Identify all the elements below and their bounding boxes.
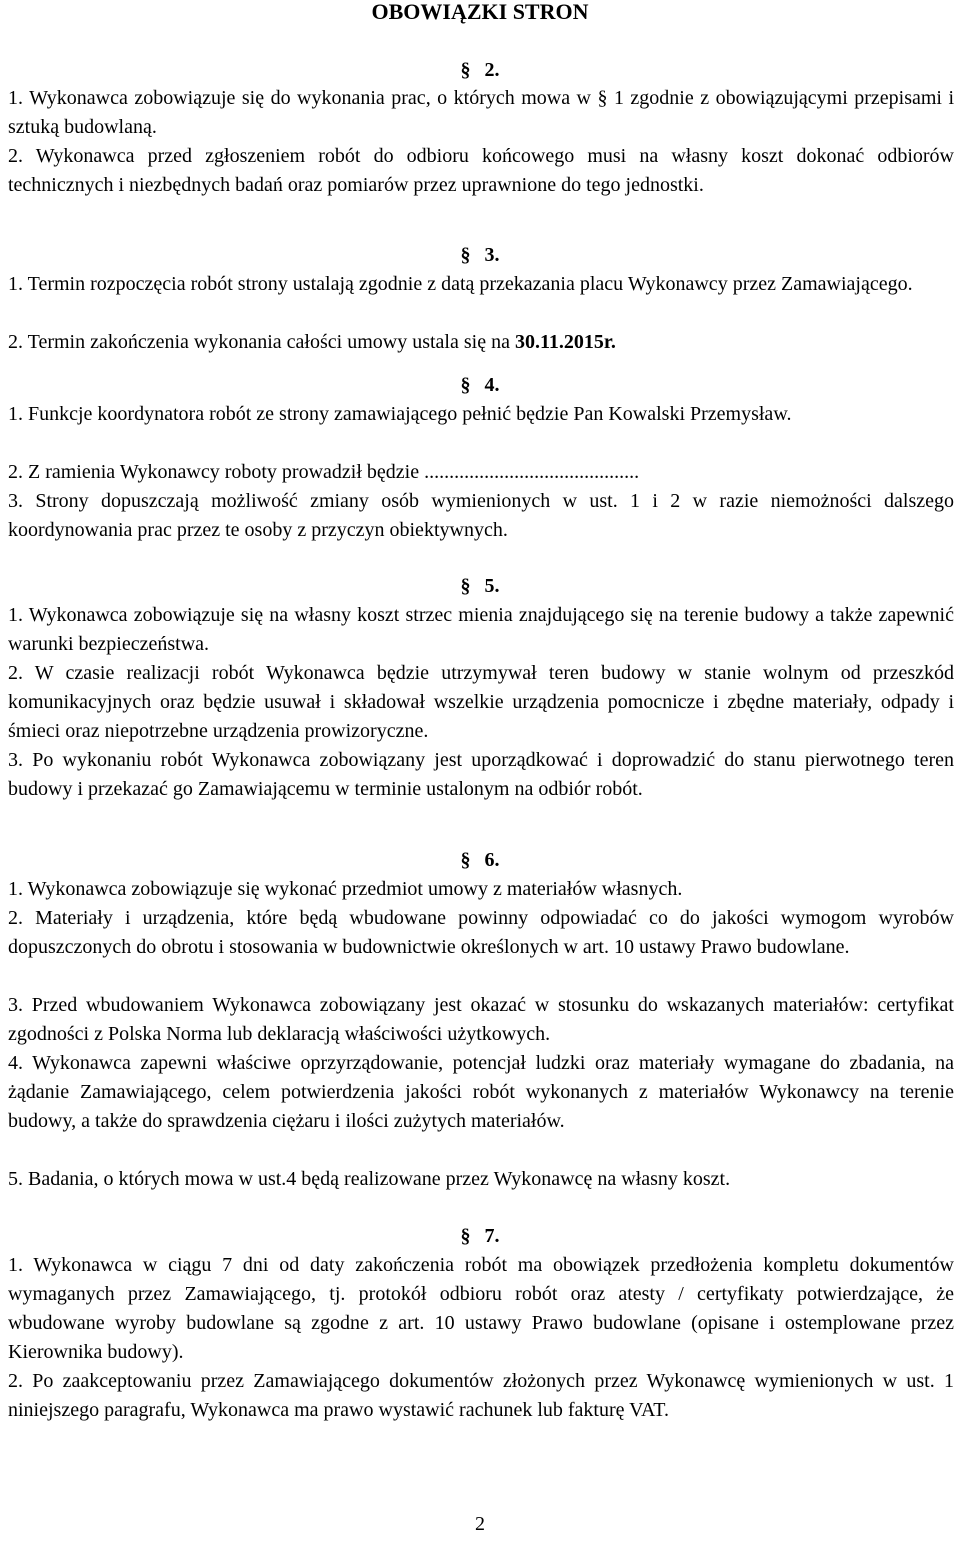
- deadline-text: 2. Termin zakończenia wykonania całości umowy ustala się na: [8, 331, 515, 353]
- paragraph: 2. W czasie realizacji robót Wykonawca będzie utrzymywał teren budowy w stanie wolnym od przeszkód komunikacyjnych oraz będzie usuwał i składował wszelkie urządzenia pomocnicze i zbędne materiały, odpady i śmieci oraz niepotrzebne urządzenia prowizoryczne.: [8, 662, 954, 742]
- section-header-5: [0, 572, 960, 601]
- paragraph: 5. Badania, o których mowa w ust.4 będą realizowane przez Wykonawcę na własny koszt.: [8, 1168, 731, 1190]
- section-sign: §: [460, 575, 471, 597]
- section-number: 3.: [484, 244, 500, 266]
- paragraph-deadline: [8, 328, 954, 357]
- paragraph: 3. Po wykonaniu robót Wykonawca zobowiązany jest uporządkować i doprowadzić do stanu pierwotnego teren budowy i przekazać go Zamawiającemu w terminie ustalonym na odbiór robót.: [8, 749, 954, 800]
- section-number: 6.: [484, 849, 500, 871]
- paragraph: 2. Materiały i urządzenia, które będą wbudowane powinny odpowiadać co do jakości wymogom wyrobów dopuszczonych do obrotu i stosowania w budownictwie określonych w art. 10 ustawy Prawo budowlane.: [8, 907, 954, 958]
- section-header-3: [0, 241, 960, 270]
- section-sign: §: [460, 59, 471, 81]
- section-sign: §: [460, 849, 471, 871]
- document-title: OBOWIĄZKI STRON: [371, 0, 589, 24]
- paragraph: 2. Z ramienia Wykonawcy roboty prowadził będzie ...........................................: [8, 461, 640, 483]
- page-number: 2: [475, 1513, 485, 1535]
- paragraph: 4. Wykonawca zapewni właściwe oprzyrządowanie, potencjał ludzki oraz materiały wymagane do zbadania, na żądanie Zamawiającego, celem potwierdzenia jakości robót wykonanych z materiałów Wykonawcy na terenie budowy, a także do sprawdzenia ciężaru i ilości zużytych materiałów.: [8, 1052, 954, 1132]
- section-number: 7.: [484, 1225, 500, 1247]
- section-header-7: [0, 1222, 960, 1251]
- section-number: 4.: [484, 374, 500, 396]
- paragraph: 1. Funkcje koordynatora robót ze strony zamawiającego pełnić będzie Pan Kowalski Przemysław.: [8, 403, 792, 425]
- section-header-6: [0, 846, 960, 875]
- paragraph: 1. Wykonawca zobowiązuje się do wykonania prac, o których mowa w § 1 zgodnie z obowiązującymi przepisami i sztuką budowlaną.: [8, 87, 954, 138]
- section-header-2: [0, 56, 960, 85]
- section-number: 5.: [484, 575, 500, 597]
- paragraph: 1. Wykonawca zobowiązuje się wykonać przedmiot umowy z materiałów własnych.: [8, 878, 683, 900]
- section-header-4: [0, 371, 960, 400]
- paragraph: 1. Termin rozpoczęcia robót strony ustalają zgodnie z datą przekazania placu Wykonawcy przez Zamawiającego.: [8, 273, 913, 295]
- section-sign: §: [460, 374, 471, 396]
- paragraph: 3. Przed wbudowaniem Wykonawca zobowiązany jest okazać w stosunku do wskazanych materiałów: certyfikat zgodności z Polska Norma lub deklaracją właściwości użytkowych.: [8, 994, 954, 1045]
- section-number: 2.: [484, 59, 500, 81]
- paragraph: 2. Po zaakceptowaniu przez Zamawiającego dokumentów złożonych przez Wykonawcę wymienionych w ust. 1 niniejszego paragrafu, Wykonawca ma prawo wystawić rachunek lub fakturę VAT.: [8, 1370, 954, 1421]
- section-sign: §: [460, 244, 471, 266]
- paragraph: 1. Wykonawca w ciągu 7 dni od daty zakończenia robót ma obowiązek przedłożenia kompletu dokumentów wymaganych przez Zamawiającego, tj. protokół odbioru robót oraz atesty / certyfikaty potwierdzające, że wbudowane wyroby budowlane są zgodne z art. 10 ustawy Prawo budowlane (opisane i ostemplowane przez Kierownika budowy).: [8, 1254, 954, 1363]
- section-sign: §: [460, 1225, 471, 1247]
- paragraph: 2. Wykonawca przed zgłoszeniem robót do odbioru końcowego musi na własny koszt dokonać odbiorów technicznych i niezbędnych badań oraz pomiarów przez uprawnione do tego jednostki.: [8, 145, 954, 196]
- paragraph: 1. Wykonawca zobowiązuje się na własny koszt strzec mienia znajdującego się na terenie budowy a także zapewnić warunki bezpieczeństwa.: [8, 604, 954, 655]
- paragraph: 3. Strony dopuszczają możliwość zmiany osób wymienionych w ust. 1 i 2 w razie niemożności dalszego koordynowania prac przez te osoby z przyczyn obiektywnych.: [8, 490, 954, 541]
- deadline-date: 30.11.2015r.: [514, 331, 616, 353]
